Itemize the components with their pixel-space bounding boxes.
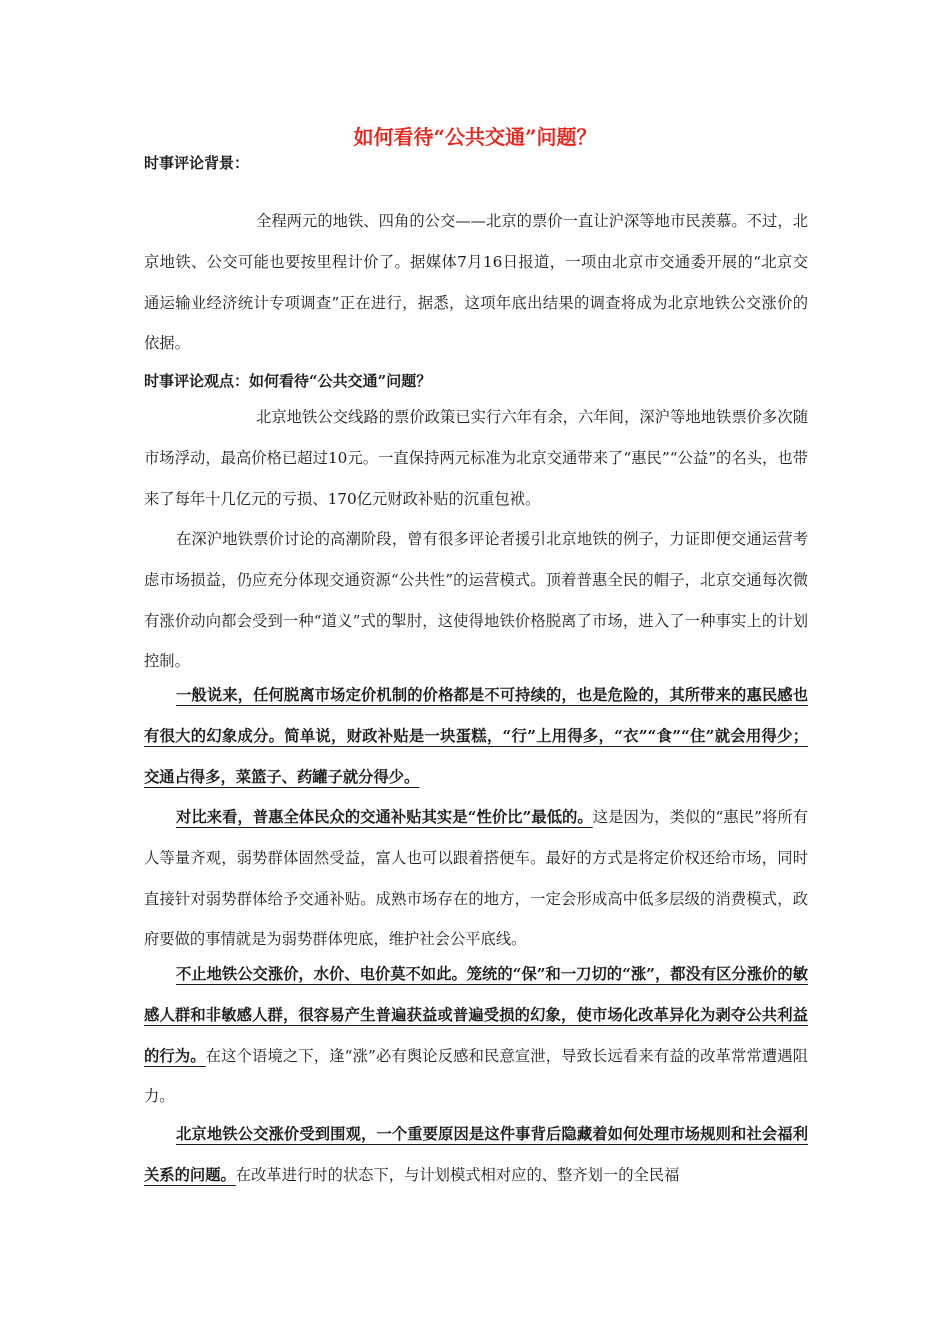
paragraph-1: 北京地铁公交线路的票价政策已实行六年有余，六年间，深沪等地地铁票价多次随市场浮动，最高价格已超过10元。一直保持两元标准为北京交通带来了“惠民”“公益”的名头，也带来了每年十几亿元的亏损、170亿元财政补贴的沉重包袱。 (144, 408, 808, 508)
paragraph-4-text: 这是因为，类似的“惠民”将所有人等量齐观，弱势群体固然受益，富人也可以跟着搭便车。最好的方式是将定价权还给市场，同时直接针对弱势群体给予交通补贴。成熟市场存在的地方，一定会形成高中低多层级的消费模式，政府要做的事情就是为弱势群体兜底，维护社会公平底线。 (144, 808, 808, 949)
viewpoint-heading: 时事评论观点：如何看待“公共交通”问题？ (144, 372, 432, 390)
paragraph-4 (144, 797, 808, 960)
paragraph-5 (144, 954, 808, 1117)
paragraph-3: 一般说来，任何脱离市场定价机制的价格都是不可持续的，也是危险的，其所带来的惠民感也有很大的幻象成分。简单说，财政补贴是一块蛋糕，“行”上用得多，“衣”“食”“住”就会用得少；交通占得多，菜篮子、药罐子就分得少。 (144, 686, 808, 786)
paragraph-6 (144, 1114, 808, 1196)
paragraph-6-emphasis: 北京地铁公交涨价受到围观，一个重要原因是这件事背后隐藏着如何处理市场规则和社会福利关系的问题。 (144, 1125, 808, 1184)
paragraph-5-emphasis: 不止地铁公交涨价，水价、电价莫不如此。笼统的“保”和一刀切的“涨”，都没有区分涨价的敏感人群和非敏感人群，很容易产生普遍获益或普遍受损的幻象，使市场化改革异化为剥夺公共利益的行为。 (144, 965, 808, 1065)
paragraph-4-emphasis: 对比来看，普惠全体民众的交通补贴其实是“性价比”最低的。 (176, 808, 593, 826)
paragraph-5-text: 在这个语境之下，逢“涨”必有舆论反感和民意宣泄，导致长远看来有益的改革常常遭遇阻力。 (144, 1046, 808, 1106)
background-paragraph: 全程两元的地铁、四角的公交——北京的票价一直让沪深等地市民羡慕。不过，北京地铁、公交可能也要按里程计价了。据媒体7月16日报道，一项由北京市交通委开展的“北京交通运输业经济统计专项调查”正在进行，据悉，这项年底出结果的调查将成为北京地铁公交涨价的依据。 (144, 212, 808, 353)
background-heading: 时事评论背景： (144, 154, 250, 172)
document-title: 如何看待“公共交通”问题？ (353, 125, 597, 149)
paragraph-2: 在深沪地铁票价讨论的高潮阶段，曾有很多评论者援引北京地铁的例子，力证即便交通运营考虑市场损益，仍应充分体现交通资源“公共性”的运营模式。顶着普惠全民的帽子，北京交通每次微有涨价动向都会受到一种“道义”式的掣肘，这使得地铁价格脱离了市场，进入了一种事实上的计划控制。 (144, 530, 808, 671)
paragraph-6-text: 在改革进行时的状态下，与计划模式相对应的、整齐划一的全民福 (235, 1165, 680, 1184)
